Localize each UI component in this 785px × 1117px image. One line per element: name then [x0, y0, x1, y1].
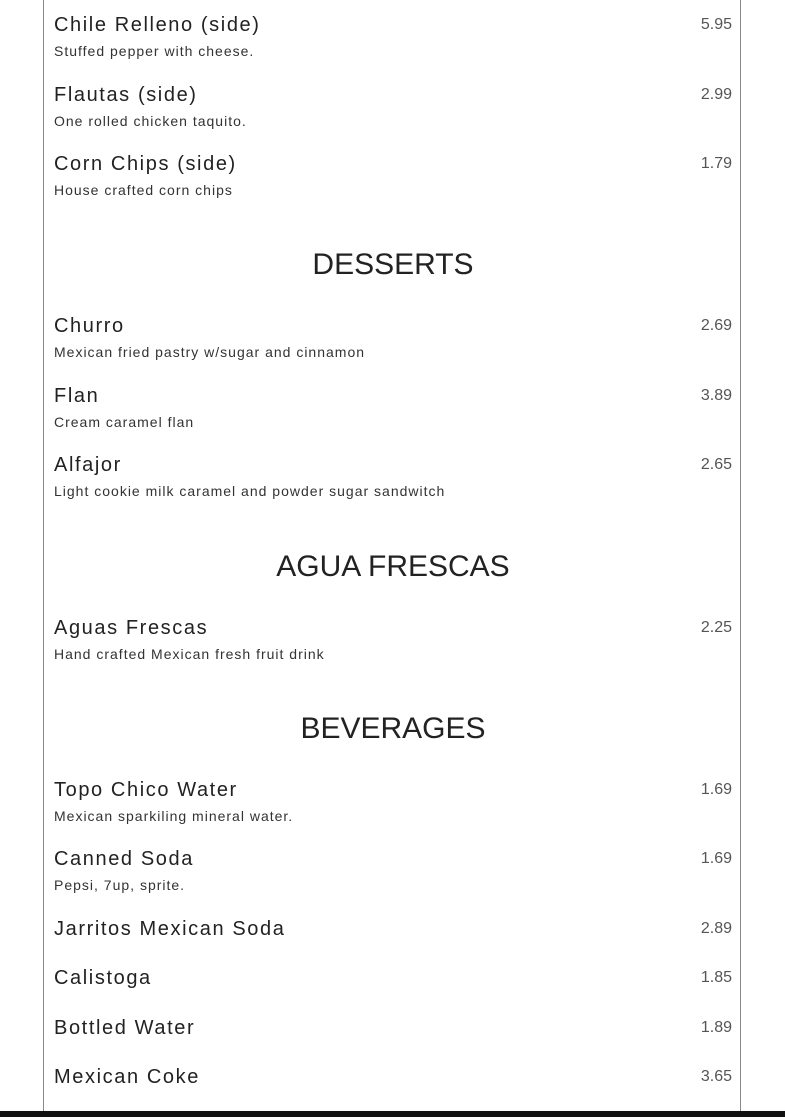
section-heading-agua-frescas: AGUA FRESCAS: [276, 550, 510, 583]
item-price: 5.95: [700, 16, 732, 33]
item-name: Churro: [54, 315, 125, 337]
item-price: 2.25: [700, 619, 732, 636]
item-price: 1.85: [700, 969, 732, 986]
item-description: Mexican fried pastry w/sugar and cinnamon: [54, 344, 366, 360]
item-description: Mexican sparkiling mineral water.: [54, 808, 294, 824]
item-name: Mexican Coke: [54, 1066, 200, 1088]
item-name: Calistoga: [54, 967, 152, 989]
menu-page: [43, 0, 741, 1111]
item-price: 1.89: [700, 1019, 732, 1036]
item-description: Stuffed pepper with cheese.: [54, 43, 255, 59]
item-name: Flan: [54, 385, 100, 407]
item-name: Jarritos Mexican Soda: [54, 918, 286, 940]
item-name: Alfajor: [54, 454, 122, 476]
item-price: 2.99: [700, 86, 732, 103]
item-description: Hand crafted Mexican fresh fruit drink: [54, 646, 325, 662]
item-price: 2.89: [700, 920, 732, 937]
item-description: One rolled chicken taquito.: [54, 113, 247, 129]
item-name: Canned Soda: [54, 848, 194, 870]
item-price: 2.69: [700, 317, 732, 334]
item-price: 1.79: [700, 155, 732, 172]
item-price: 1.69: [700, 781, 732, 798]
bottom-bar: [0, 1111, 785, 1117]
item-name: Aguas Frescas: [54, 617, 209, 639]
section-heading-beverages: BEVERAGES: [300, 712, 486, 745]
item-price: 2.65: [700, 456, 732, 473]
item-description: Cream caramel flan: [54, 414, 195, 430]
section-heading-desserts: DESSERTS: [312, 248, 474, 281]
item-price: 3.89: [700, 387, 732, 404]
item-price: 3.65: [700, 1068, 732, 1085]
item-description: Light cookie milk caramel and powder sugar sandwitch: [54, 483, 446, 499]
item-name: Chile Relleno (side): [54, 14, 261, 36]
item-name: Topo Chico Water: [54, 779, 238, 801]
item-price: 1.69: [700, 850, 732, 867]
item-description: House crafted corn chips: [54, 182, 233, 198]
item-name: Flautas (side): [54, 84, 198, 106]
item-name: Corn Chips (side): [54, 153, 237, 175]
item-name: Bottled Water: [54, 1017, 196, 1039]
item-description: Pepsi, 7up, sprite.: [54, 877, 186, 893]
